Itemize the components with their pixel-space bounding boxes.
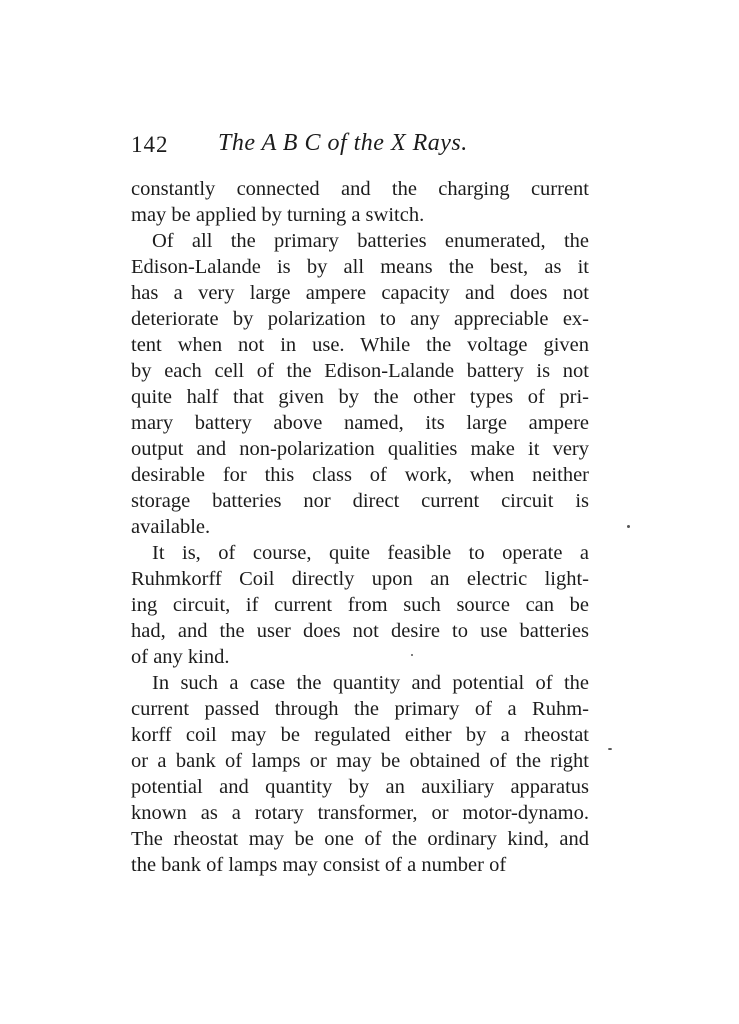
paragraph [131,228,589,540]
text-line: has a very large ampere capacity and does not [131,282,589,304]
text-line: or a bank of lamps or may be obtained of the right [131,750,589,772]
page-number: 142 [131,132,169,157]
text-line: It is, of course, quite feasible to operate a [152,542,589,564]
body-text [131,176,589,878]
text-line: known as a rotary transformer, or motor-dynamo. [131,802,589,824]
text-line: output and non-polarization qualities make it very [131,438,589,460]
text-line: storage batteries nor direct current circuit is [131,490,589,512]
text-line: ing circuit, if current from such source can be [131,594,589,616]
text-line: the bank of lamps may consist of a number of [131,854,507,876]
print-speck [411,654,413,656]
print-speck [627,525,630,528]
paragraph [131,670,589,878]
text-line: Ruhmkorff Coil directly upon an electric light- [131,568,589,590]
text-line: may be applied by turning a switch. [131,204,425,226]
text-line: by each cell of the Edison-Lalande battery is not [131,360,589,382]
running-title: The A B C of the X Rays. [218,130,468,156]
text-line: deteriorate by polarization to any appreciable ex- [131,308,589,330]
text-line: In such a case the quantity and potential of the [152,672,589,694]
print-speck [608,748,612,750]
text-line: korff coil may be regulated either by a rheostat [131,724,589,746]
text-line: of any kind. [131,646,230,668]
text-line: current passed through the primary of a Ruhm- [131,698,589,720]
text-line: tent when not in use. While the voltage given [131,334,589,356]
text-line: desirable for this class of work, when neither [131,464,589,486]
text-line: The rheostat may be one of the ordinary kind, and [131,828,589,850]
text-line: had, and the user does not desire to use batteries [131,620,589,642]
paragraph [131,176,589,228]
running-header [131,130,591,162]
text-line: potential and quantity by an auxiliary apparatus [131,776,589,798]
text-line: constantly connected and the charging current [131,178,589,200]
text-line: mary battery above named, its large ampere [131,412,589,434]
text-line: quite half that given by the other types of pri- [131,386,589,408]
text-line: Edison-Lalande is by all means the best, as it [131,256,589,278]
text-line: Of all the primary batteries enumerated, the [152,230,589,252]
text-line: available. [131,516,211,538]
paragraph [131,540,589,670]
